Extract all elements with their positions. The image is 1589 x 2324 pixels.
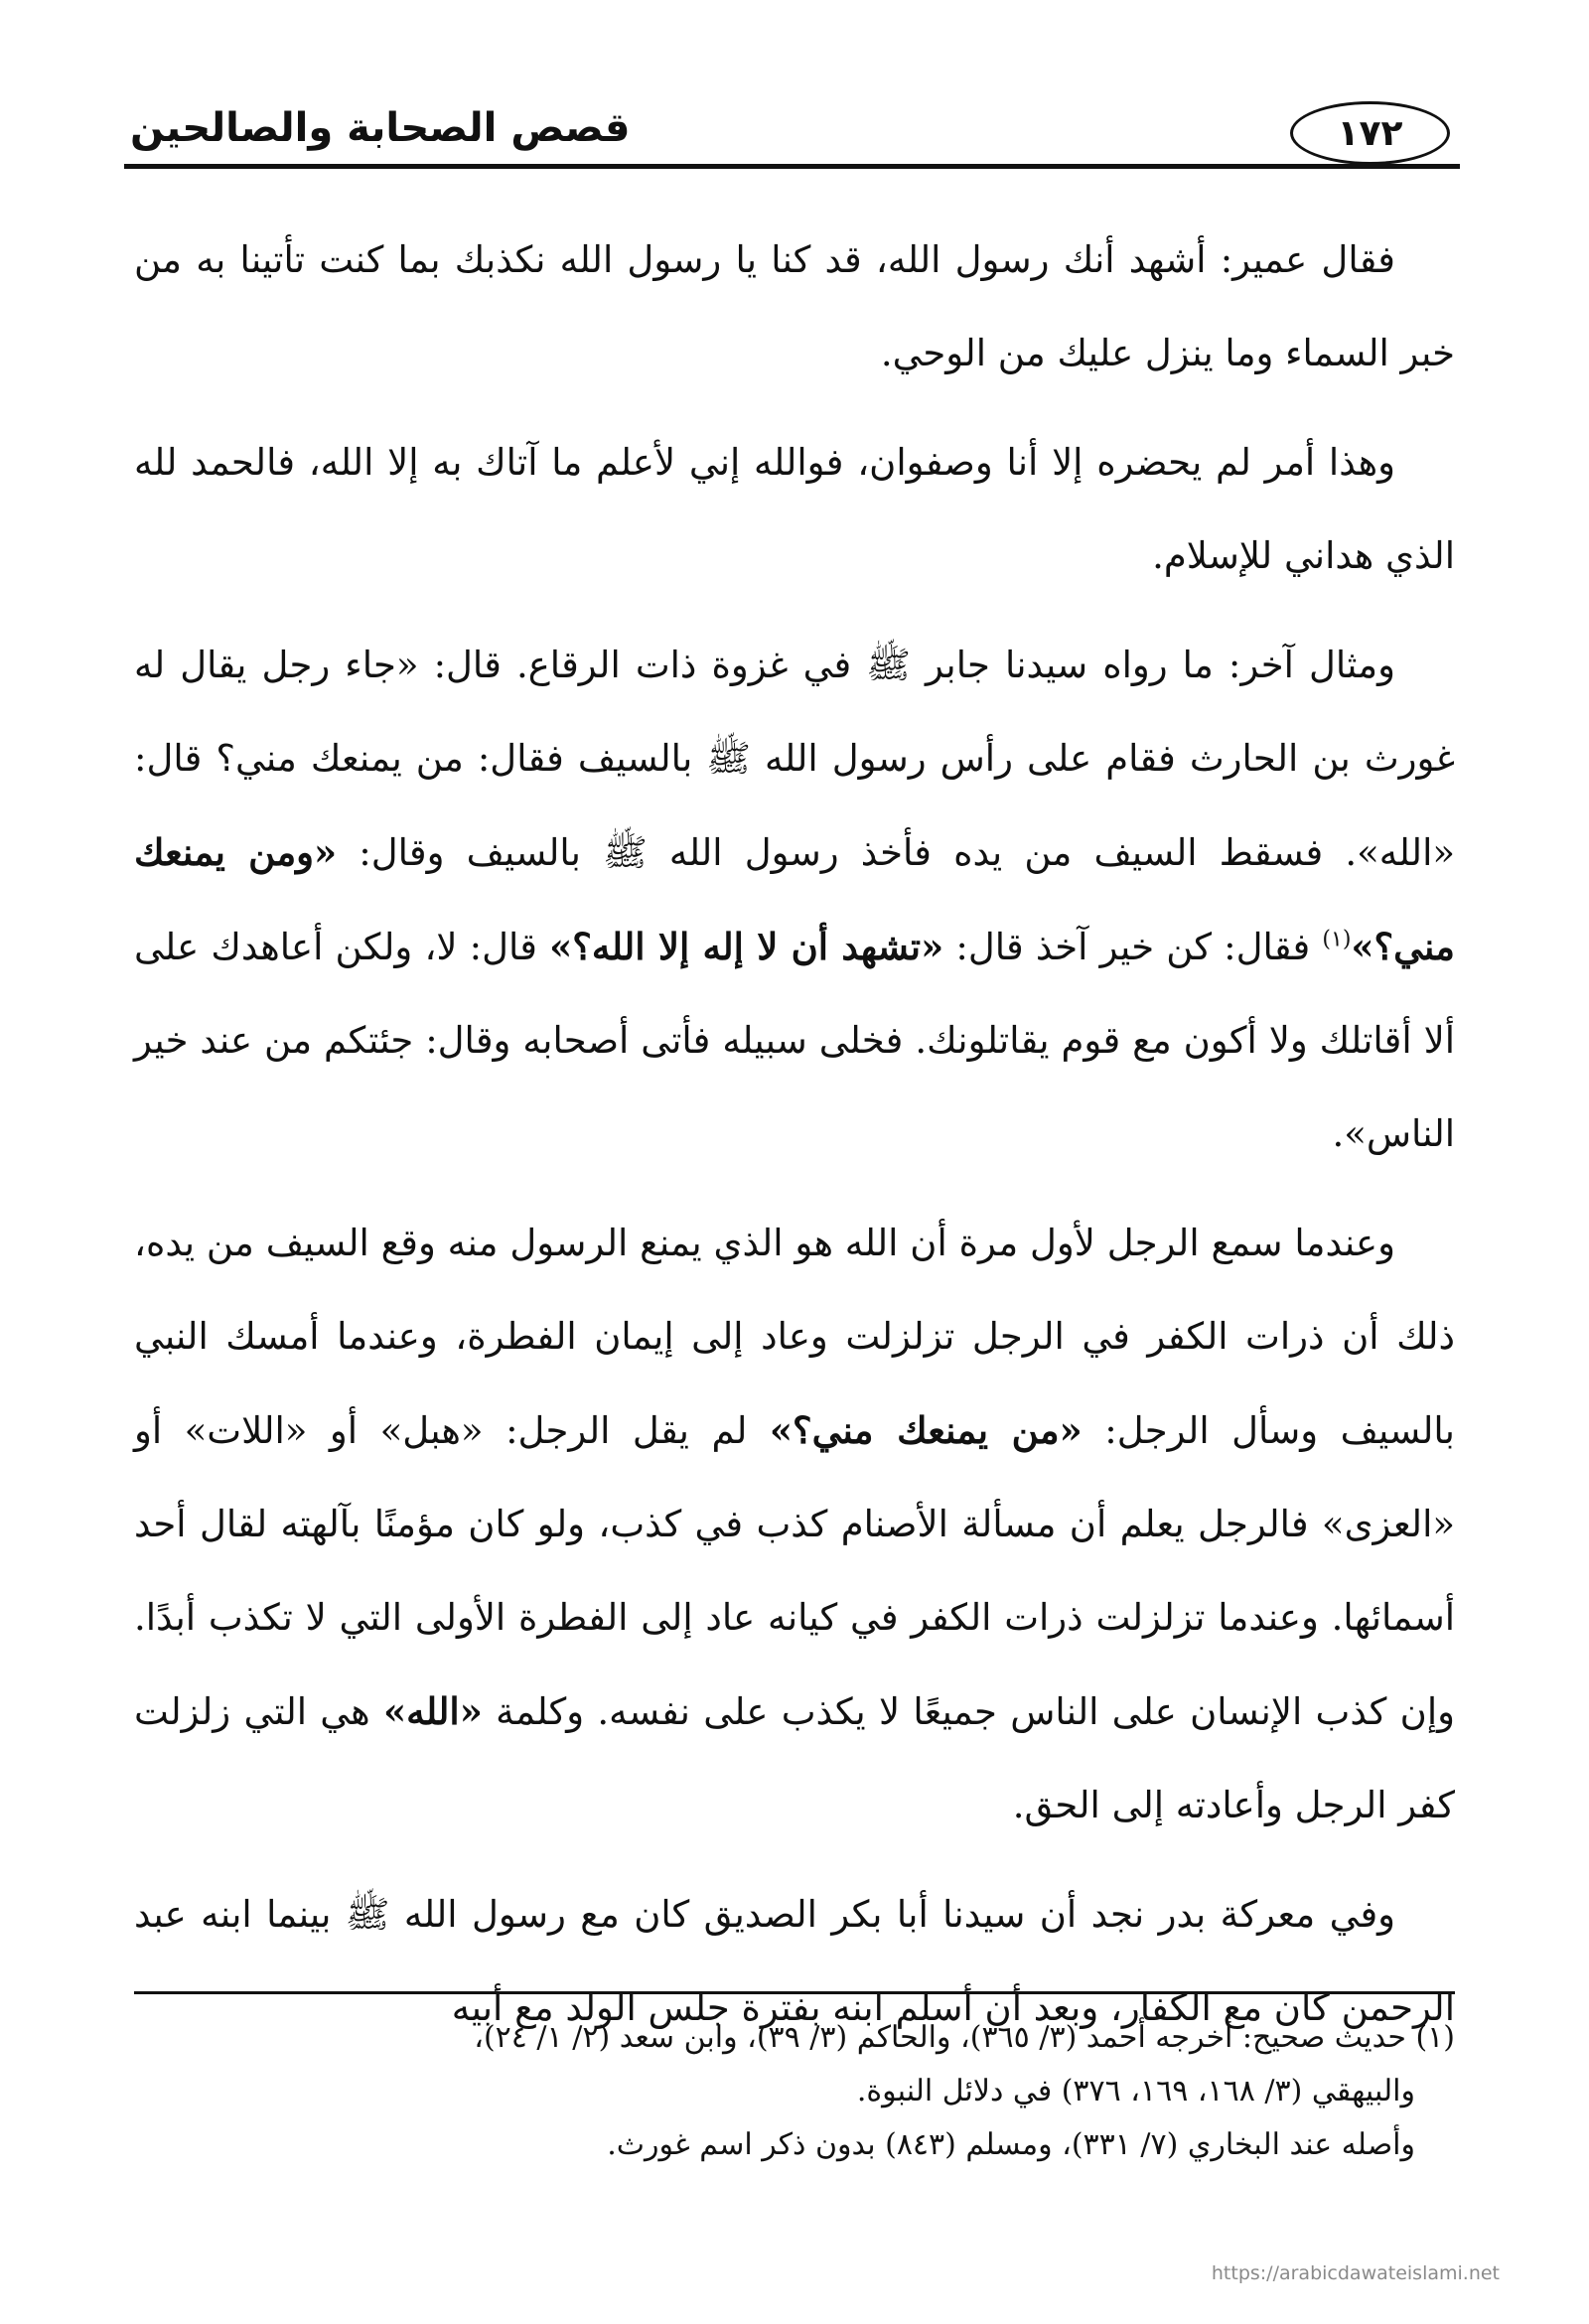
paragraph-4-text-c: لم يقل الرجل: «هبل» أو «اللات» أو «العزى» فالرجل يعلم أن مسألة الأصنام كذب في كذب، ولو كان مؤمنًا بآلهته لقال أحد أسمائها. وعندما تزلزلت ذرات الكفر في كيانه عاد إلى الفطرة الأولى التي لا تكذب أبدًا. وإن كذب الإنسان على الناس جميعًا لا يكذب على نفسه. وكلمة bbox=[134, 1409, 1455, 1733]
page-header bbox=[124, 99, 1460, 169]
paragraph-3-text-a: ومثال آخر: ما رواه سيدنا جابر ﷺ في غزوة ذات الرقاع. قال: «جاء رجل يقال له غورث بن الحارث فقام على رأس رسول الله ﷺ بالسيف فقال: من يمنعك مني؟ قال: «الله». فسقط السيف من يده فأخذ رسول الله ﷺ بالسيف وقال: bbox=[134, 644, 1455, 874]
footnote-divider bbox=[134, 1991, 1455, 1994]
paragraph-4-text-e: هي التي زلزلت كفر الرجل وأعادته إلى الحق. bbox=[134, 1690, 1455, 1826]
paragraph-4-text-a: وعندما سمع الرجل لأول مرة أن الله هو الذي يمنع الرسول منه وقع السيف من يده، ذلك أن ذرات الكفر في الرجل تزلزلت وعاد إلى إيمان الفطرة، وعندما أمسك النبي بالسيف وسأل الرجل: bbox=[134, 1222, 1455, 1452]
footnote-1-line-2: والبيهقي (٣/ ١٦٨، ١٦٩، ٣٧٦) في دلائل النبوة. bbox=[856, 2074, 1415, 2108]
paragraph-3 bbox=[134, 619, 1455, 1181]
quote-testify: «تشهد أن لا إله إلا الله؟» bbox=[549, 925, 944, 968]
paragraph-3-text-e: قال: لا، ولكن أعاهدك على ألا أقاتلك ولا أكون مع قوم يقاتلونك. فخلى سبيله فأتى أصحابه وقال: جئتكم من عند خير الناس». bbox=[134, 926, 1455, 1155]
page-number-badge bbox=[1290, 101, 1450, 165]
paragraph-4 bbox=[134, 1197, 1455, 1852]
paragraph-3-text-c: فقال: كن خير آخذ قال: bbox=[943, 926, 1323, 968]
book-title: قصص الصحابة والصالحين bbox=[130, 105, 631, 151]
paragraph-2: وهذا أمر لم يحضره إلا أنا وصفوان، فوالله إني لأعلم ما آتاك به إلا الله، فالحمد لله الذي هداني للإسلام. bbox=[134, 441, 1455, 577]
quote-who-protects-you: «ومن يمنعك مني؟» bbox=[134, 830, 1455, 968]
header-divider bbox=[124, 164, 1460, 169]
footnotes bbox=[134, 2011, 1455, 2172]
quote-who-protects-you-2: «من يمنعك مني؟» bbox=[769, 1408, 1083, 1452]
footnote-ref-1: (١) bbox=[1322, 927, 1352, 952]
quote-allah: «الله» bbox=[382, 1689, 483, 1733]
paragraph-1: فقال عمير: أشهد أنك رسول الله، قد كنا يا رسول الله نكذبك بما كنت تأتينا به من خبر السماء وما ينزل عليك من الوحي. bbox=[134, 238, 1455, 374]
footnote-1-line-3: وأصله عند البخاري (٧/ ٣٣١)، ومسلم (٨٤٣) بدون ذكر اسم غورث. bbox=[607, 2127, 1415, 2162]
main-text bbox=[134, 214, 1455, 2071]
footnote-1-line-1: (١) حديث صحيح: أخرجه أحمد (٣/ ٣٦٥)، والحاكم (٣/ ٣٩)، وابن سعد (٢/ ١/ ٢٤)، bbox=[474, 2020, 1455, 2055]
page-number: ١٧٢ bbox=[1337, 112, 1403, 154]
watermark-url: https://arabicdawateislami.net bbox=[1211, 2262, 1500, 2284]
paragraph-5: وفي معركة بدر نجد أن سيدنا أبا بكر الصديق كان مع رسول الله ﷺ بينما ابنه عبد الرحمن كان مع الكفار، وبعد أن أسلم ابنه بفترة جلس الولد مع أبيه bbox=[134, 1893, 1455, 2029]
